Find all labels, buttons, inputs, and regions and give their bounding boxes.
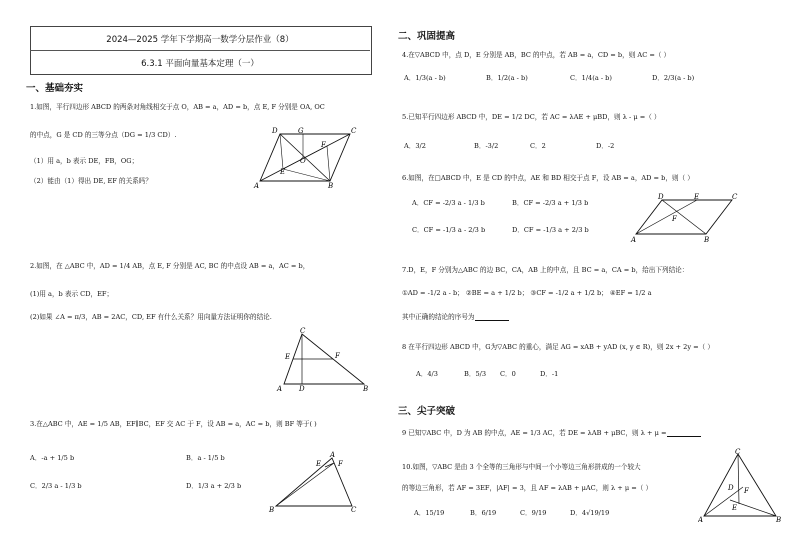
fig6-label-A: A [631, 236, 637, 244]
figure-triangle-2 [274, 326, 374, 392]
fig2-label-D: D [299, 385, 305, 392]
q10-option-a[interactable]: A．15/19 [414, 509, 445, 517]
figure-triangle-3 [266, 450, 366, 516]
fig2-label-F: F [335, 352, 340, 360]
fig2-label-C: C [300, 327, 306, 335]
q5-text: 5.已知平行四边形 ABCD 中，DE = 1/2 DC，若 AC = λAE + μBD，则 λ - μ =（ ） [402, 113, 661, 121]
q7-end [402, 313, 509, 321]
fig10-label-A: A [698, 516, 704, 524]
q3-option-b[interactable]: B．a - 1/5 b [186, 454, 225, 462]
q9-text-body: 9 已知▽ABC 中，D 为 AB 的中点，AE = 1/3 AC，若 DE = λAB + μBC，则 λ + μ = [402, 429, 667, 437]
q7-items: ①AD = -1/2 a - b； ②BE = a + 1/2 b； ③CF = -1/2 a + 1/2 b； ④EF = 1/2 a [402, 289, 652, 297]
q8-option-b[interactable]: B．5/3 [464, 370, 487, 378]
fig10-label-D: D [728, 484, 734, 492]
fig1-label-B: B [328, 182, 334, 188]
fig1-label-G: G [298, 127, 304, 135]
fig3-label-E: E [316, 460, 322, 468]
q10-option-d[interactable]: D．4√19/19 [570, 509, 610, 517]
q7-end-text: 其中正确的结论的序号为 [402, 313, 475, 321]
q9-answer-blank[interactable] [667, 429, 701, 437]
q4-option-c[interactable]: C．1/4(a - b) [570, 74, 612, 82]
q1-line4: （2）能由（1）得出 DE, EF 的关系吗？ [30, 177, 152, 185]
q2-line2: (1)用 a，b 表示 CD，EF； [30, 290, 114, 298]
q2-line1: 2.如图，在 △ABC 中，AD = 1/4 AB，点 E, F 分别是 AC, BC 的中点设 AB = a，AC = b， [30, 262, 310, 270]
fig3-label-F: F [338, 460, 343, 468]
fig2-label-E: E [285, 353, 291, 361]
page-title: 2024—2025 学年下学期高一数学分层作业（8） [106, 35, 294, 45]
fig6-label-C: C [732, 193, 738, 201]
q7-text: 7.D，E，F 分别为△ABC 的边 BC，CA，AB 上的中点，且 BC = a，CA = b，给出下列结论： [402, 266, 689, 274]
page-subtitle: 6.3.1 平面向量基本定理（一） [141, 59, 259, 69]
fig1-label-C: C [351, 127, 357, 135]
q3-option-d[interactable]: D．1/3 a + 2/3 b [186, 482, 242, 490]
q6-option-a[interactable]: A．CF = -2/3 a - 1/3 b [412, 199, 485, 207]
fig1-label-F: F [321, 141, 326, 149]
q5-option-c[interactable]: C．2 [530, 142, 546, 150]
q10-line2: 的等边三角形，若 AF = 3EF，|AF| = 3，且 AF = λAB + μAC，则 λ + μ =（ ） [402, 484, 653, 492]
fig1-label-A: A [254, 182, 260, 188]
fig10-label-F: F [744, 487, 749, 495]
q3-option-a[interactable]: A．-a + 1/5 b [30, 454, 75, 462]
section-advanced: 三、尖子突破 [398, 406, 456, 417]
q4-option-d[interactable]: D．2/3(a - b) [652, 74, 695, 82]
fig1-label-E: E [280, 168, 286, 176]
q10-line1: 10.如图，▽ABC 是由 3 个全等的三角形与中间一个小等边三角形拼成的一个较大 [402, 463, 641, 471]
fig3-label-A: A [330, 451, 336, 459]
q8-option-d[interactable]: D．-1 [540, 370, 559, 378]
section-consolidate: 二、巩固提高 [398, 31, 456, 42]
fig2-label-A: A [277, 385, 283, 392]
fig6-label-B: B [704, 236, 710, 244]
fig10-label-E: E [732, 504, 738, 512]
fig6-label-F: F [672, 215, 677, 223]
fig10-label-B: B [776, 516, 782, 524]
q6-option-b[interactable]: B．CF = -2/3 a + 1/3 b [512, 199, 589, 207]
q1-line1: 1.如图，平行四边形 ABCD 的两条对角线相交于点 O，AB = a，AD = b，点 E, F 分别是 OA, OC [30, 103, 325, 111]
fig6-label-E: E [694, 193, 700, 201]
fig10-label-C: C [735, 448, 741, 456]
fig3-label-C: C [351, 506, 357, 514]
q4-text: 4.在▽ABCD 中，点 D，E 分别是 AB，BC 的中点，若 AB = a，CD = b，则 AC =（ ） [402, 51, 671, 59]
q9-text [402, 429, 701, 437]
q6-option-d[interactable]: D．CF = -1/3 a + 2/3 b [512, 226, 589, 234]
q8-text: 8 在平行四边形 ABCD 中，G为▽ABC 的重心，满足 AG = xAB + yAD (x, y ∈ R)，则 2x + 2y =（ ） [402, 343, 714, 351]
fig2-label-B: B [363, 385, 369, 392]
q8-option-c[interactable]: C．0 [500, 370, 516, 378]
q5-option-a[interactable]: A．3/2 [404, 142, 426, 150]
q6-text: 6.如图，在□ABCD 中，E 是 CD 的中点，AE 和 BD 相交于点 F，设 AB = a，AD = b，则（ ） [402, 174, 694, 182]
section-basic: 一、基础夯实 [26, 83, 84, 94]
q1-line3: （1）用 a，b 表示 DE，FB，OG； [30, 157, 139, 165]
q3-text: 3.在△ABC 中，AE = 1/5 AB，EF∥BC，EF 交 AC 于 F，设 AB = a，AC = b，则 BF 等于( ) [30, 420, 317, 428]
q2-line3: (2)如果 ∠A = π/3，AB = 2AC，CD, EF 有什么关系？用向量方法证明你的结论. [30, 313, 272, 321]
q1-line2: 的中点，G 是 CD 的三等分点（DG = 1/3 CD）. [30, 131, 177, 139]
q10-option-c[interactable]: C．9/19 [520, 509, 547, 517]
q6-option-c[interactable]: C．CF = -1/3 a - 2/3 b [412, 226, 486, 234]
figure-equilateral-10 [698, 446, 786, 524]
q10-option-b[interactable]: B．6/19 [470, 509, 497, 517]
fig1-label-O: O [300, 157, 306, 165]
q7-answer-blank[interactable] [475, 313, 509, 321]
figure-parallelogram-6 [628, 190, 740, 244]
q3-option-c[interactable]: C．2/3 a - 1/3 b [30, 482, 82, 490]
fig3-label-B: B [269, 506, 275, 514]
q5-option-d[interactable]: D．-2 [596, 142, 615, 150]
q4-option-b[interactable]: B．1/2(a - b) [486, 74, 528, 82]
q4-option-a[interactable]: A．1/3(a - b) [404, 74, 446, 82]
q8-option-a[interactable]: A．4/3 [416, 370, 438, 378]
fig6-label-D: D [658, 193, 664, 201]
q5-option-b[interactable]: B．-3/2 [474, 142, 499, 150]
figure-parallelogram [250, 126, 360, 188]
fig1-label-D: D [272, 127, 278, 135]
